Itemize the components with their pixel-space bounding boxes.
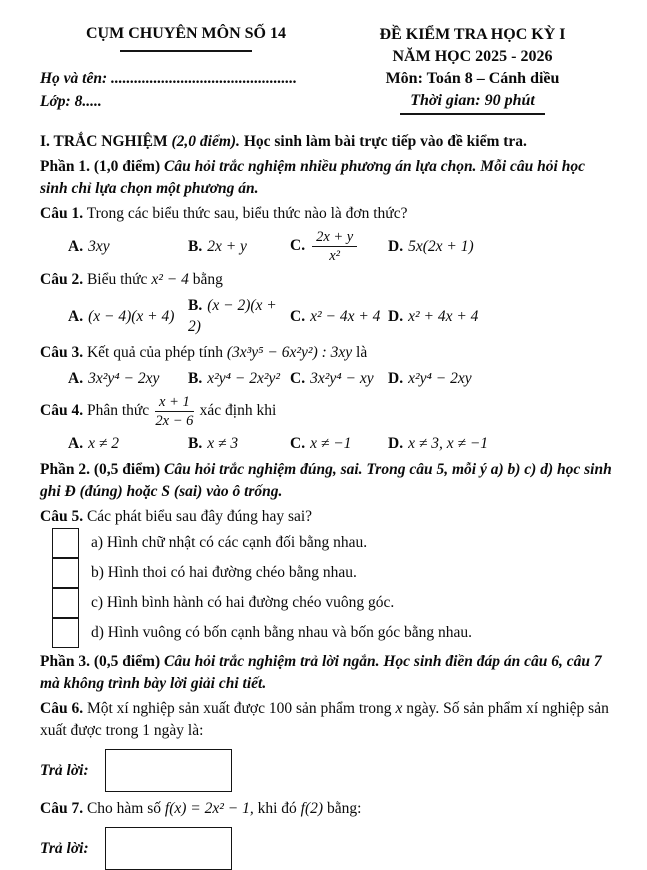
question-6-text: Một xí nghiệp sản xuất được 100 sản phẩm trong bbox=[86, 700, 392, 717]
q3-option-b[interactable] bbox=[188, 368, 290, 389]
statement-row-b bbox=[40, 558, 613, 588]
question-4-options bbox=[40, 433, 613, 454]
part-3-description: Câu hỏi trắc nghiệm trả lời ngắn. Học sinh điền đáp án câu 6, câu 7 mà không trình bày lời giải chi tiết. bbox=[40, 653, 602, 692]
school-year: NĂM HỌC 2025 - 2026 bbox=[392, 48, 553, 65]
part-2-description: Câu hỏi trắc nghiệm đúng, sai. Trong câu 5, mỗi ý a) b) c) d) học sinh ghi Đ (đúng) hoặc S (sai) vào ô trống. bbox=[40, 461, 612, 500]
question-5-number: Câu 5. bbox=[40, 508, 84, 525]
q3-option-c[interactable] bbox=[290, 368, 388, 389]
part-3-heading bbox=[40, 651, 613, 695]
q3-option-d[interactable] bbox=[388, 368, 613, 389]
statement-b-text: b) Hình thoi có hai đường chéo bằng nhau. bbox=[91, 564, 357, 581]
part-1-description: Câu hỏi trắc nghiệm nhiều phương án lựa chọn. Mỗi câu hỏi học sinh chỉ lựa chọn một phương án. bbox=[40, 158, 585, 197]
q4-option-a[interactable] bbox=[68, 433, 188, 454]
part-2-label: Phần 2. (0,5 điểm) bbox=[40, 461, 161, 478]
answer-box-a[interactable] bbox=[52, 528, 79, 558]
q7-answer-box[interactable] bbox=[105, 827, 232, 870]
q6-answer-box[interactable] bbox=[105, 749, 232, 792]
option-math: x ≠ −1 bbox=[310, 435, 352, 452]
q4-option-b[interactable] bbox=[188, 433, 290, 454]
question-1-options bbox=[40, 229, 613, 264]
fraction-denominator: 2x − 6 bbox=[155, 413, 194, 429]
option-label: C. bbox=[290, 370, 306, 387]
section-1-title: I. TRẮC NGHIỆM bbox=[40, 133, 168, 150]
question-7-text: Cho hàm số bbox=[86, 800, 162, 817]
question-4 bbox=[40, 394, 613, 429]
q4-option-c[interactable] bbox=[290, 433, 388, 454]
question-6-text-post: ngày. Số sản phẩm xí nghiệp sản xuất được trong 1 ngày là: bbox=[40, 700, 609, 739]
option-label: A. bbox=[68, 307, 84, 325]
question-6-math: x bbox=[395, 700, 403, 717]
q4-option-d[interactable] bbox=[388, 433, 613, 454]
part-2-heading bbox=[40, 459, 613, 503]
q1-option-d[interactable] bbox=[388, 236, 613, 257]
option-label: C. bbox=[290, 237, 306, 255]
question-3 bbox=[40, 342, 613, 364]
answer-box-b[interactable] bbox=[52, 558, 79, 588]
fraction-numerator: 2x + y bbox=[312, 229, 357, 247]
question-7-number: Câu 7. bbox=[40, 800, 84, 817]
option-math: x ≠ 2 bbox=[88, 435, 119, 452]
option-label: B. bbox=[188, 370, 203, 387]
question-3-options bbox=[40, 368, 613, 389]
option-math: 3xy bbox=[88, 238, 110, 255]
q1-option-b[interactable] bbox=[188, 236, 290, 257]
question-2-number: Câu 2. bbox=[40, 271, 84, 288]
statement-row-c bbox=[40, 588, 613, 618]
question-3-number: Câu 3. bbox=[40, 344, 84, 361]
q1-option-c[interactable] bbox=[290, 229, 388, 264]
question-2-options bbox=[40, 295, 613, 337]
q3-option-a[interactable] bbox=[68, 368, 188, 389]
fraction-denominator: x² bbox=[329, 248, 341, 264]
section-1-points: (2,0 điểm). bbox=[171, 133, 240, 150]
question-6-number: Câu 6. bbox=[40, 700, 84, 717]
option-math: x² + 4x + 4 bbox=[408, 307, 479, 325]
part-1-heading bbox=[40, 156, 613, 200]
question-6 bbox=[40, 698, 613, 742]
question-4-number: Câu 4. bbox=[40, 402, 84, 420]
statement-d-text: d) Hình vuông có bốn cạnh bằng nhau và bốn góc bằng nhau. bbox=[91, 624, 472, 641]
question-7-answer bbox=[40, 827, 613, 870]
option-math: (x − 2)(x + 2) bbox=[188, 297, 277, 335]
option-math: (x − 4)(x + 4) bbox=[88, 307, 175, 325]
fraction bbox=[153, 394, 196, 429]
option-label: A. bbox=[68, 238, 84, 255]
fraction-numerator: x + 1 bbox=[155, 394, 194, 412]
answer-box-d[interactable] bbox=[52, 618, 79, 648]
option-label: B. bbox=[188, 435, 203, 452]
question-1 bbox=[40, 203, 613, 225]
question-6-answer bbox=[40, 749, 613, 792]
option-label: D. bbox=[388, 307, 404, 325]
duration-text: Thời gian: 90 phút bbox=[400, 90, 545, 115]
header-right-block bbox=[332, 24, 613, 115]
part-3-label: Phần 3. (0,5 điểm) bbox=[40, 653, 161, 670]
statement-row-d bbox=[40, 618, 613, 648]
subject-line: Môn: Toán 8 – Cánh diều bbox=[385, 70, 560, 87]
option-label: A. bbox=[68, 370, 84, 387]
question-7-text-mid: khi đó bbox=[257, 800, 297, 817]
question-3-text: Kết quả của phép tính bbox=[86, 344, 223, 361]
q1-option-a[interactable] bbox=[68, 236, 188, 257]
option-label: D. bbox=[388, 435, 404, 452]
question-3-text-post: là bbox=[356, 344, 368, 361]
question-5-statements bbox=[40, 528, 613, 648]
q2-option-b[interactable] bbox=[188, 295, 290, 337]
option-label: C. bbox=[290, 307, 306, 325]
student-class-field[interactable]: Lớp: 8..... bbox=[40, 93, 102, 110]
part-1-label: Phần 1. (1,0 điểm) bbox=[40, 158, 161, 175]
option-label: B. bbox=[188, 238, 203, 255]
org-underline bbox=[120, 50, 252, 52]
duration-line bbox=[332, 90, 613, 115]
statement-c-text: c) Hình bình hành có hai đường chéo vuông góc. bbox=[91, 594, 395, 611]
question-7-math-value: f(2) bbox=[300, 800, 324, 817]
option-math: x ≠ 3 bbox=[207, 435, 239, 452]
question-5-text: Các phát biểu sau đây đúng hay sai? bbox=[86, 508, 313, 525]
question-4-text: Phân thức bbox=[86, 402, 150, 420]
question-2-math: x² − 4 bbox=[151, 271, 189, 288]
question-7 bbox=[40, 798, 613, 820]
answer-box-c[interactable] bbox=[52, 588, 79, 618]
header-left-block bbox=[40, 24, 332, 115]
question-5 bbox=[40, 506, 613, 528]
question-1-number: Câu 1. bbox=[40, 205, 84, 222]
section-1-heading bbox=[40, 131, 613, 153]
question-2-text: Biểu thức bbox=[86, 271, 148, 288]
option-label: D. bbox=[388, 370, 404, 387]
exam-title: ĐỀ KIỂM TRA HỌC KỲ I bbox=[379, 26, 566, 43]
option-label: B. bbox=[188, 297, 203, 314]
option-math: 5x(2x + 1) bbox=[408, 238, 474, 255]
q2-option-d[interactable] bbox=[388, 306, 613, 327]
option-math: x²y⁴ − 2xy bbox=[408, 370, 472, 387]
answer-label: Trả lời: bbox=[40, 761, 89, 779]
answer-label: Trả lời: bbox=[40, 839, 89, 857]
option-math: 2x + y bbox=[207, 238, 247, 255]
fraction bbox=[310, 229, 359, 264]
option-math: x² − 4x + 4 bbox=[310, 307, 381, 325]
q2-option-a[interactable] bbox=[68, 306, 188, 327]
section-1-instructions: Học sinh làm bài trực tiếp vào đề kiểm tra. bbox=[243, 133, 527, 150]
option-math: x ≠ 3, x ≠ −1 bbox=[408, 435, 489, 452]
question-7-math-function: f(x) = 2x² − 1, bbox=[164, 800, 254, 817]
q2-option-c[interactable] bbox=[290, 306, 388, 327]
option-label: A. bbox=[68, 435, 84, 452]
option-math: 3x²y⁴ − xy bbox=[310, 370, 374, 387]
student-name-field[interactable]: Họ và tên: ................................................ bbox=[40, 70, 298, 87]
option-label: D. bbox=[388, 238, 404, 255]
question-3-math: (3x³y⁵ − 6x²y²) : 3xy bbox=[226, 344, 353, 361]
statement-a-text: a) Hình chữ nhật có các cạnh đối bằng nhau. bbox=[91, 534, 368, 551]
question-1-text: Trong các biểu thức sau, biểu thức nào là đơn thức? bbox=[86, 205, 408, 222]
option-label: C. bbox=[290, 435, 306, 452]
exam-header bbox=[40, 24, 613, 115]
statement-row-a bbox=[40, 528, 613, 558]
question-4-text-post: xác định khi bbox=[199, 402, 277, 420]
question-2-text-post: bằng bbox=[192, 271, 223, 288]
question-7-text-post: bằng: bbox=[326, 800, 362, 817]
org-name: CỤM CHUYÊN MÔN SỐ 14 bbox=[86, 25, 286, 42]
question-2 bbox=[40, 269, 613, 291]
option-math: 3x²y⁴ − 2xy bbox=[88, 370, 160, 387]
option-math: x²y⁴ − 2x²y² bbox=[207, 370, 281, 387]
